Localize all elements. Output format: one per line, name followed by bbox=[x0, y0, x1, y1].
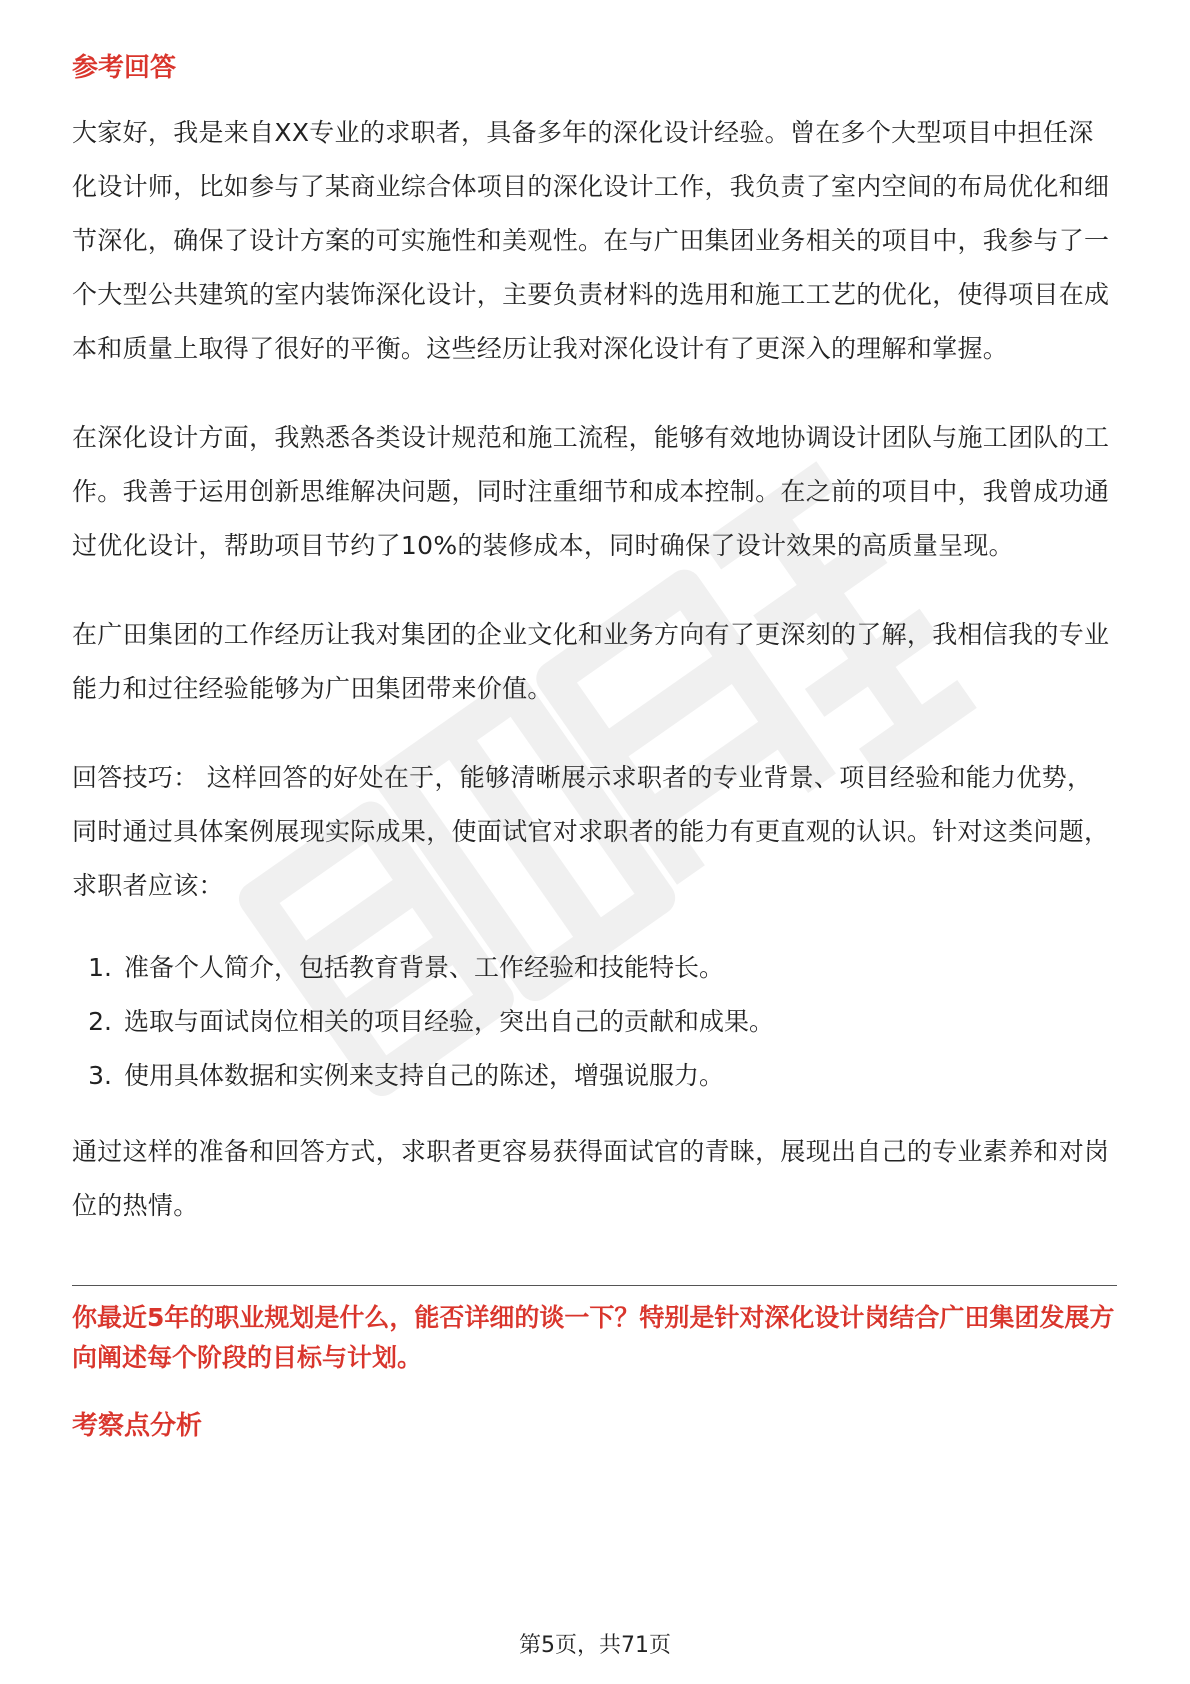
reference-answer-heading: 参考回答 bbox=[72, 53, 177, 83]
answer-paragraph-1: 大家好，我是来自XX专业的求职者，具备多年的深化设计经验。曾在多个大型项目中担任深化设计师，比如参与了某商业综合体项目的深化设计工作，我负责了室内空间的布局优化和细节深化，确保了设计方案的可实施性和美观性。在与广田集团业务相关的项目中，我参与了一个大型公共建筑的室内装饰深化设计，主要负责材料的选用和施工工艺的优化，使得项目在成本和质量上取得了很好的平衡。这些经历让我对深化设计有了更深入的理解和掌握。 bbox=[72, 118, 1110, 363]
list-item-text: 选取与面试岗位相关的项目经验，突出自己的贡献和成果。 bbox=[124, 1007, 775, 1036]
answer-paragraph-3: 在广田集团的工作经历让我对集团的企业文化和业务方向有了更深刻的了解，我相信我的专业能力和过往经验能够为广田集团带来价值。 bbox=[72, 620, 1110, 703]
answer-paragraph-2: 在深化设计方面，我熟悉各类设计规范和施工流程，能够有效地协调设计团队与施工团队的工作。我善于运用创新思维解决问题，同时注重细节和成本控制。在之前的项目中，我曾成功通过优化设计，帮助项目节约了10%的装修成本，同时确保了设计效果的高质量呈现。 bbox=[72, 423, 1110, 560]
list-item-number: 1. bbox=[88, 953, 112, 982]
page-number: 第5页，共71页 bbox=[519, 1633, 671, 1658]
analysis-heading: 考察点分析 bbox=[72, 1411, 203, 1441]
tips-list bbox=[72, 941, 1117, 1103]
answer-tips-paragraph: 回答技巧： 这样回答的好处在于，能够清晰展示求职者的专业背景、项目经验和能力优势，同时通过具体案例展现实际成果，使面试官对求职者的能力有更直观的认识。针对这类问题，求职者应该： bbox=[72, 763, 1110, 900]
list-item bbox=[72, 941, 1117, 995]
next-question-heading: 你最近5年的职业规划是什么，能否详细的谈一下？特别是针对深化设计岗结合广田集团发展方向阐述每个阶段的目标与计划。 bbox=[72, 1303, 1115, 1372]
list-item bbox=[72, 995, 1117, 1049]
list-item-number: 3. bbox=[88, 1061, 112, 1090]
list-item-text: 使用具体数据和实例来支持自己的陈述，增强说服力。 bbox=[124, 1061, 725, 1090]
list-item bbox=[72, 1049, 1117, 1103]
list-item-text: 准备个人简介，包括教育背景、工作经验和技能特长。 bbox=[124, 953, 725, 982]
document-body bbox=[72, 50, 1117, 1444]
closing-paragraph: 通过这样的准备和回答方式，求职者更容易获得面试官的青睐，展现出自己的专业素养和对岗位的热情。 bbox=[72, 1137, 1110, 1220]
section-divider bbox=[72, 1285, 1117, 1286]
list-item-number: 2. bbox=[88, 1007, 112, 1036]
